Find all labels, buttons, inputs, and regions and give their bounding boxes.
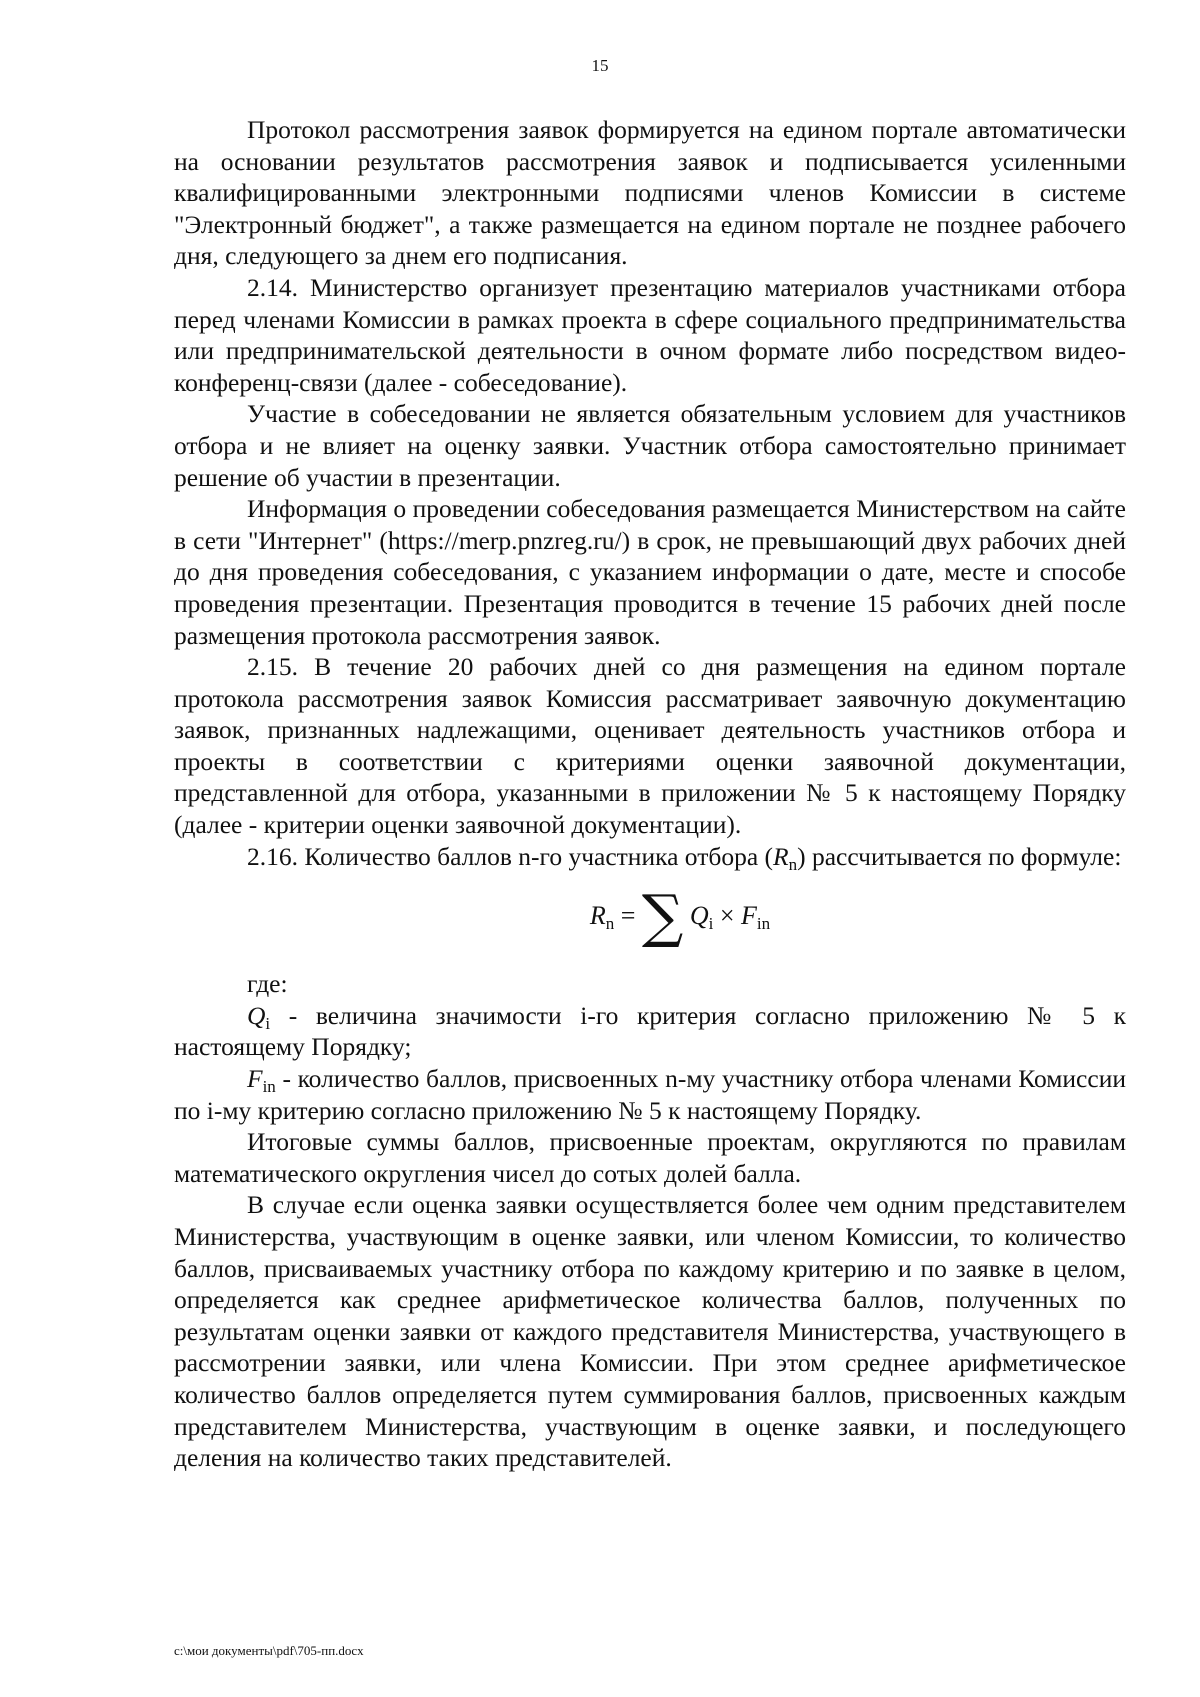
page-number: 15 <box>591 56 609 75</box>
formula-q-sub: i <box>708 914 714 934</box>
paragraph-2-16-after: ) рассчитывается по формуле: <box>797 841 1122 871</box>
paragraph-information-text: Информация о проведении собеседования размещается Министерством на сайте в сети "Интернет" (https://merp.pnzreg.ru/) в срок, не превышающий двух рабочих дней до дня проведения собеседования, с указанием информации о дате, месте и способе проведения презентации. Презентация проводится в течение 15 рабочих дней после размещения протокола рассмотрения заявок. <box>174 494 1126 650</box>
math-rn-symbol: R <box>773 841 789 871</box>
definition-f <box>174 1063 1126 1126</box>
math-qi <box>247 1000 271 1033</box>
paragraph-information <box>174 493 1126 651</box>
math-fin-symbol: F <box>247 1064 263 1094</box>
formula-q: Q <box>689 901 709 931</box>
footer-file-path: c:\мои документы\pdf\705-пп.docx <box>174 1643 364 1658</box>
math-fin <box>247 1064 276 1097</box>
paragraph-participation: Участие в собеседовании не является обязательным условием для участников отбора и не влияет на оценку заявки. Участник отбора самостоятельно принимает решение об участии в презентации. <box>174 399 1126 492</box>
paragraph-protocol: Протокол рассмотрения заявок формируется на едином портале автоматически на основании результатов рассмотрения заявок и подписывается усиленными квалифицированными электронными подписями членов Комиссии в системе "Электронный бюджет", а также размещается на едином портале не позднее рабочего дня, следующего за днем его подписания. <box>174 115 1126 271</box>
math-fin-sub: in <box>262 1077 276 1097</box>
math-qi-sub: i <box>265 1013 271 1033</box>
formula-times: × <box>719 901 735 931</box>
formula-lhs-sub: n <box>605 914 615 934</box>
where-label: где: <box>247 969 288 999</box>
paragraph-2-16-before: 2.16. Количество баллов n-го участника отбора ( <box>247 841 774 871</box>
paragraph-2-14: 2.14. Министерство организует презентацию материалов участниками отбора перед членами Комиссии в рамках проекта в сфере социального предпринимательства или предпринимательской деятельности в очном формате либо посредством видео-конференц-связи (далее - собеседование). <box>174 272 1126 397</box>
definition-q <box>174 1000 1126 1063</box>
definition-q-text: - величина значимости i-го критерия согласно приложению № 5 к настоящему Порядку; <box>174 1000 1126 1062</box>
math-rn-sub: n <box>788 854 798 874</box>
formula-equals: = <box>620 901 636 931</box>
formula-sigma: ∑ <box>641 882 684 951</box>
formula-lhs: R <box>589 901 606 931</box>
paragraph-averaging: В случае если оценка заявки осуществляется более чем одним представителем Министерства, участвующим в оценке заявки, или членом Комиссии, то количество баллов, присваиваемых участнику отбора по каждому критерию и по заявке в целом, определяется как среднее арифметическое количества баллов, полученных по результатам оценки заявки от каждого представителя Министерства, участвующего в рассмотрении заявки, или члена Комиссии. При этом среднее арифметическое количество баллов определяется путем суммирования баллов, присвоенных каждым представителем Министерства, участвующим в оценке заявки, и последующего деления на количество таких представителей. <box>174 1190 1126 1473</box>
definition-f-text: - количество баллов, присвоенных n-му участнику отбора членами Комиссии по i-му критерию согласно приложению № 5 к настоящему Порядку. <box>174 1064 1126 1125</box>
paragraph-rounding: Итоговые суммы баллов, присвоенные проектам, округляются по правилам математического округления чисел до сотых долей балла. <box>174 1127 1126 1188</box>
paragraph-2-15: 2.15. В течение 20 рабочих дней со дня размещения на едином портале протокола рассмотрения заявок Комиссия рассматривает заявочную документацию заявок, признанных надлежащими, оценивает деятельность участников отбора и проекты в соответствии с критериями оценки заявочной документации, представленной для отбора, указанными в приложении № 5 к настоящему Порядку (далее - критерии оценки заявочной документации). <box>174 652 1126 840</box>
formula <box>174 872 1126 968</box>
document-body <box>174 114 1126 1474</box>
formula-f-sub: in <box>756 914 771 934</box>
paragraph-2-16 <box>174 841 1126 873</box>
formula-f: F <box>741 901 757 931</box>
math-rn <box>773 841 798 874</box>
math-qi-symbol: Q <box>247 1000 266 1030</box>
